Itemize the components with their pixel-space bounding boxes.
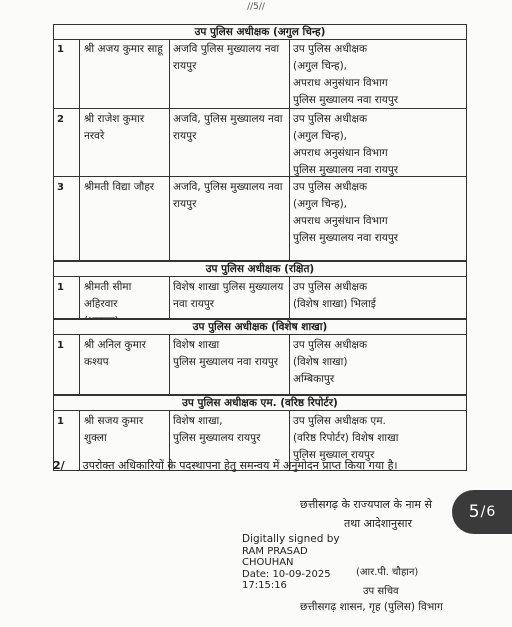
signer-name: RAM PRASAD CHOUHAN xyxy=(242,545,308,568)
officer-name-signature: (आर.पी. चौहान) xyxy=(356,567,419,578)
current-post: अजवि, पुलिस मुख्यालय नवा रायपुर xyxy=(173,181,283,210)
authority-line-2: तथा आदेशानुसार xyxy=(344,517,412,530)
total-pages: 6 xyxy=(486,504,496,520)
page-header-number: //5// xyxy=(247,2,265,12)
officer-name: श्रीमती सीमा अहिरवार xyxy=(84,281,132,310)
row-number: 1 xyxy=(57,44,64,55)
note-text: उपरोक्त अधिकारियों के पदस्थापना हेतु समन्वय में अनुमोदन प्राप्त किया गया है। xyxy=(82,459,398,472)
posting-table xyxy=(53,24,465,461)
section-heading: उप पुलिस अधीक्षक एम. (वरिष्ठ रिपोर्टर) xyxy=(53,395,467,411)
officer-name: श्री अनिल कुमार कश्यप xyxy=(84,339,146,368)
current-page: 5 xyxy=(468,502,480,522)
new-post: उप पुलिस अधीक्षक (विशेष शाखा) भिलाई xyxy=(293,281,376,310)
section-heading: उप पुलिस अधीक्षक (रक्षित) xyxy=(53,261,467,277)
approval-note xyxy=(53,458,483,474)
digital-signature-block xyxy=(242,534,362,592)
signature-line: Digitally signed by xyxy=(242,533,340,545)
officer-designation: उप सचिव xyxy=(363,586,399,597)
row-number: 1 xyxy=(57,340,64,351)
new-post: उप पुलिस अधीक्षक (विशेष शाखा) अम्बिकापुर xyxy=(293,339,368,385)
officer-name: श्री अजय कुमार साहू xyxy=(84,43,163,55)
current-post: अजवि पुलिस मुख्यालय नवा रायपुर xyxy=(173,43,280,72)
department-name: छत्तीसगढ़ शासन, गृह (पुलिस) विभाग xyxy=(300,601,443,613)
current-post: अजवि, पुलिस मुख्यालय नवा रायपुर xyxy=(173,113,283,142)
new-post: उप पुलिस अधीक्षक एम. (वरिष्ठ रिपोर्टर) विशेष शाखा पुलिस मुख्याल रायपुर xyxy=(293,415,399,461)
officer-name: श्रीमती विद्या जौहर xyxy=(84,181,155,193)
new-post: उप पुलिस अधीक्षक (अगुल चिन्ह), अपराध अनुसंधान विभाग पुलिस मुख्यालय नवा रायपुर xyxy=(293,113,399,176)
current-post: विशेष शाखा, पुलिस मुख्यालय रायपुर xyxy=(173,415,261,444)
section-body xyxy=(53,39,467,261)
page-indicator-button[interactable]: 5 / 6 xyxy=(452,490,512,534)
current-post: विशेष शाखा पुलिस मुख्यालय नवा रायपुर xyxy=(173,281,284,310)
officer-name: श्री सजय कुमार शुक्ला xyxy=(84,415,144,444)
row-number: 1 xyxy=(57,282,64,293)
row-number: 1 xyxy=(57,416,64,427)
authority-line-1: छत्तीसगढ़ के राज्यपाल के नाम से xyxy=(300,498,432,511)
officer-name: श्री राजेश कुमार नरवरे xyxy=(84,113,145,142)
current-post: विशेष शाखा पुलिस मुख्यालय नवा रायपुर xyxy=(173,339,279,368)
new-post: उप पुलिस अधीक्षक (अगुल चिन्ह), अपराध अनुसंधान विभाग पुलिस मुख्यालय नवा रायपुर xyxy=(293,43,399,106)
row-number: 3 xyxy=(57,182,64,193)
section-body xyxy=(53,276,467,319)
row-number: 2 xyxy=(57,114,64,125)
section-heading: उप पुलिस अधीक्षक (विशेष शाखा) xyxy=(53,319,467,335)
section-heading: उप पुलिस अधीक्षक (अगुल चिन्ह) xyxy=(53,24,467,40)
signature-date: Date: 10-09-2025 xyxy=(242,568,331,580)
signature-time: 17:15:16 xyxy=(242,580,287,591)
section-body xyxy=(53,334,467,395)
note-number: 2/ xyxy=(53,459,65,472)
new-post: उप पुलिस अधीक्षक (अगुल चिन्ह), अपराध अनुसंधान विभाग पुलिस मुख्यालय नवा रायपुर xyxy=(293,181,399,244)
